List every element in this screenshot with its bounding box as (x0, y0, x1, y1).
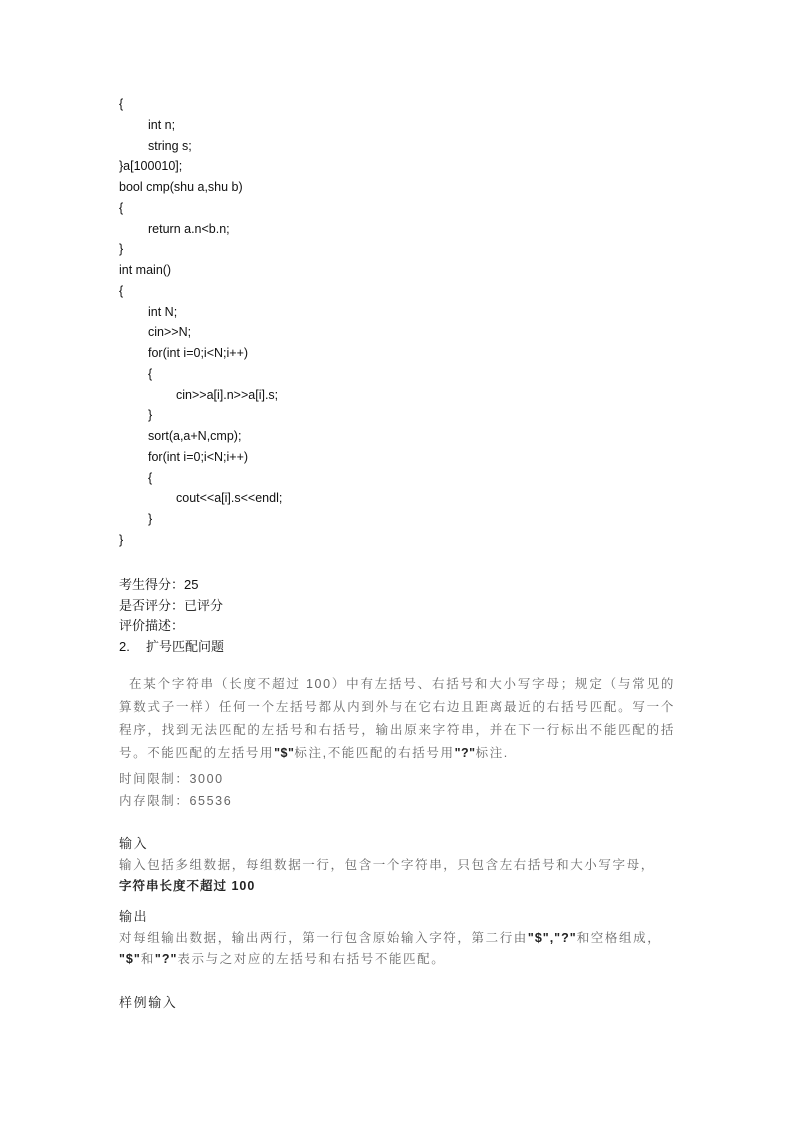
output-mark-1: "$","?" (527, 931, 577, 945)
input-heading: 输入 (119, 836, 149, 851)
code-line: } (148, 408, 153, 423)
code-line: bool cmp(shu a,shu b) (119, 180, 243, 194)
comment-line: 评价描述： (119, 618, 185, 633)
output-mark-2: "$" (119, 952, 141, 966)
output-text-2: 和空格组成， (576, 931, 662, 945)
code-line: int n; (148, 117, 176, 132)
time-limit: 时间限制：3000 (119, 772, 224, 786)
code-line: cout<<a[i].s<<endl; (176, 491, 283, 506)
code-line: sort(a,a+N,cmp); (148, 429, 242, 443)
score-line: 考生得分：25 (119, 577, 199, 592)
code-line: int N; (148, 304, 178, 319)
code-line: { (119, 200, 124, 215)
memory-limit: 内存限制：65536 (119, 794, 233, 808)
code-line: } (148, 512, 153, 526)
input-section (119, 833, 679, 897)
code-line: { (119, 283, 124, 298)
output-text-4: 表示与之对应的左括号和右括号不能匹配。 (177, 952, 446, 966)
output-heading: 输出 (119, 909, 149, 924)
sample-input-heading: 样例输入 (119, 995, 178, 1010)
sample-input-section (119, 992, 679, 1014)
code-line: { (148, 470, 153, 485)
code-line: { (119, 97, 124, 111)
left-mark: "$" (274, 746, 295, 760)
code-line: string s; (148, 138, 192, 153)
output-mark-3: "?" (154, 952, 178, 966)
description-text: 在某个字符串（长度不超过 100）中有左括号、右括号和大小写字母；规定（与常见的算数式子一样）任何一个左括号都从内到外与在它右边且距离最近的右括号匹配。写一个程序，找到无法匹配的左括号和右括号，输出原来字符串，并在下一行标出不能匹配的括号。不能匹配的左括号用 (119, 677, 675, 760)
graded-line: 是否评分：已评分 (119, 597, 224, 613)
code-line: int main() (119, 263, 172, 277)
input-text (119, 855, 679, 897)
section-title: 扩号匹配问题 (146, 638, 225, 654)
problem-description (119, 673, 675, 765)
section-number: 2. (119, 638, 130, 654)
description-text-3: 标注. (475, 746, 509, 760)
right-mark: "?" (454, 746, 476, 760)
grading-info (119, 575, 739, 657)
code-line: for(int i=0;i<N;i++) (148, 449, 249, 464)
output-section (119, 906, 679, 970)
output-text-1: 对每组输出数据，输出两行，第一行包含原始输入字符，第二行由 (119, 931, 528, 945)
code-line: for(int i=0;i<N;i++) (148, 346, 249, 360)
code-line: cin>>N; (148, 325, 192, 340)
section-heading (119, 637, 739, 658)
code-line: return a.n<b.n; (148, 221, 230, 236)
code-block (119, 94, 739, 551)
input-length-limit: 字符串长度不超过 100 (119, 879, 256, 893)
output-text (119, 928, 679, 970)
output-text-3: 和 (140, 952, 155, 966)
input-description: 输入包括多组数据，每组数据一行，包含一个字符串，只包含左右括号和大小写字母， (119, 858, 655, 872)
code-line: } (119, 242, 124, 257)
code-line: }a[100010]; (119, 159, 183, 174)
limits (119, 768, 232, 812)
description-text-2: 标注,不能匹配的右括号用 (294, 746, 455, 760)
code-line: cin>>a[i].n>>a[i].s; (176, 387, 279, 402)
code-line: } (119, 532, 124, 547)
code-line: { (148, 366, 153, 381)
